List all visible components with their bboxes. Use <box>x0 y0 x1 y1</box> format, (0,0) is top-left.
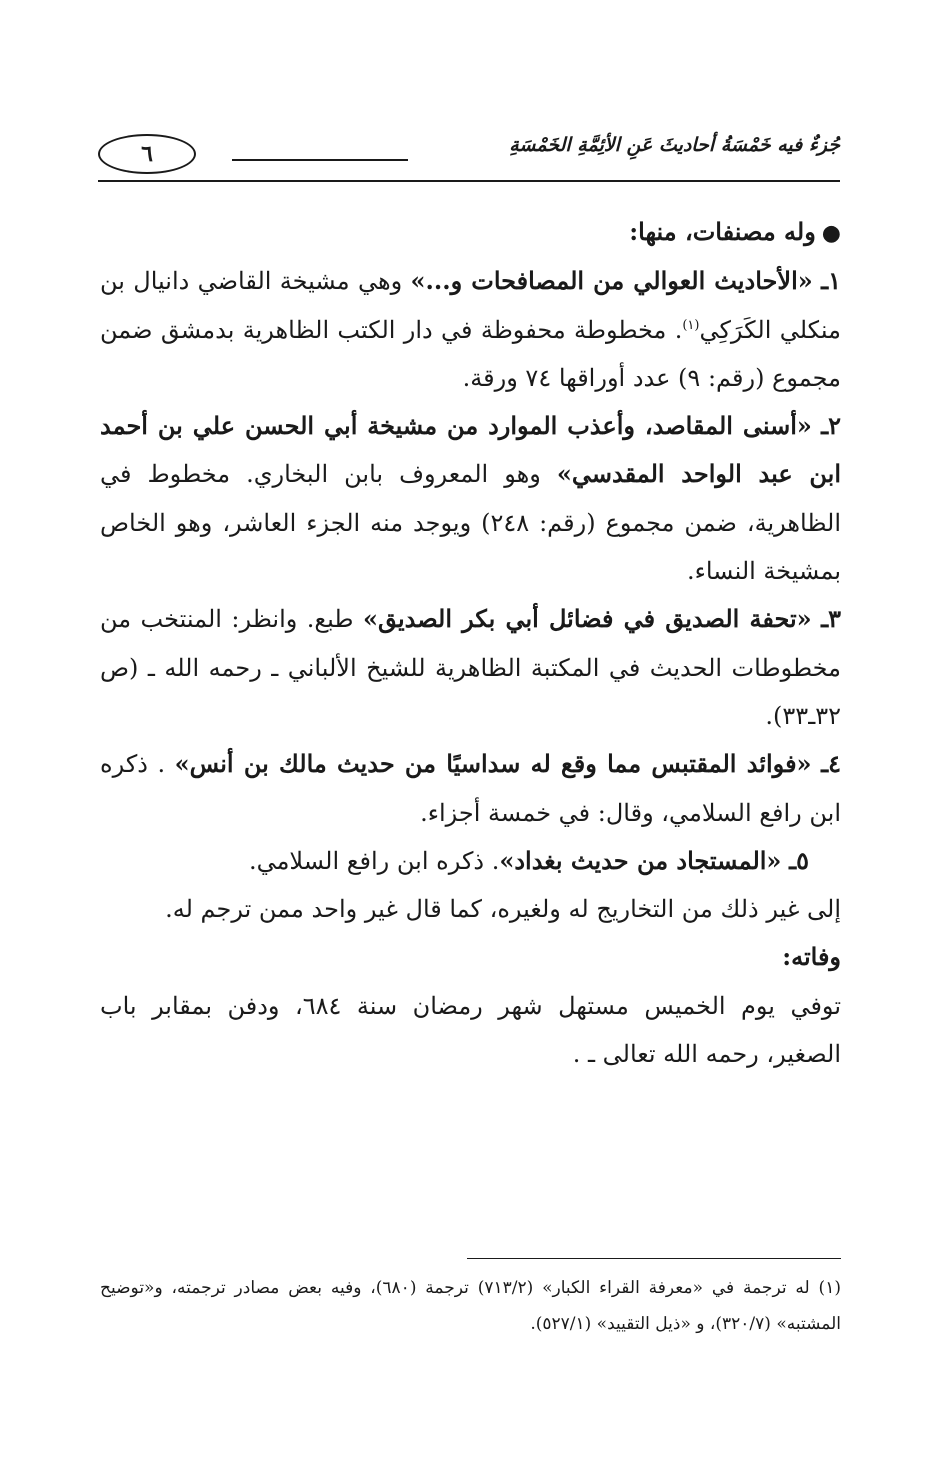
work-item-4 <box>100 740 841 837</box>
death-paragraph: توفي يوم الخميس مستهل شهر رمضان سنة ٦٨٤، ودفن بمقابر باب الصغير، رحمه الله تعالى ـ . <box>100 991 841 1069</box>
work-item-3 <box>100 595 841 740</box>
work-number: ٣ـ <box>821 604 842 634</box>
main-text <box>100 208 841 1078</box>
works-intro-text: وله مصنفات، منها: <box>629 217 816 246</box>
death-heading: وفاته: <box>782 942 841 972</box>
page-number: ٦ <box>98 134 196 174</box>
closing-paragraph: إلى غير ذلك من التخاريج له ولغيره، كما قال غير واحد ممن ترجم له. <box>165 895 841 924</box>
work-number: ٤ـ <box>821 749 841 779</box>
work-description-cont: . مخطوطة محفوظة في دار الكتب الظاهرية بدمشق ضمن مجموع (رقم: ٩) عدد أوراقها ٧٤ ورقة. <box>100 315 841 392</box>
work-title: «فوائد المقتبس مما وقع له سداسيًا من حديث مالك بن أنس» <box>174 749 812 779</box>
footnote-marker[interactable]: (١) <box>682 317 700 333</box>
header-dash <box>232 159 408 161</box>
work-title: «تحفة الصديق في فضائل أبي بكر الصديق» <box>362 604 812 634</box>
work-description: وهي مشيخة القاضي دانيال بن منكلي الكَرَكِي <box>100 267 842 344</box>
work-item-2 <box>100 402 841 595</box>
work-description: . ذكره ابن رافع السلامي. <box>248 846 500 875</box>
page-header <box>98 128 840 184</box>
work-title: «أسنى المقاصد، وأعذب الموارد من مشيخة أبي الحسن علي بن أحمد ابن عبد الواحد المقدسي» <box>100 411 841 489</box>
work-number: ٥ـ <box>789 845 809 875</box>
footnote-rule <box>467 1258 841 1259</box>
work-number: ٢ـ <box>821 411 841 441</box>
work-item-5 <box>100 837 841 885</box>
work-item-1 <box>100 257 841 402</box>
header-rule <box>98 180 840 182</box>
work-number: ١ـ <box>821 266 841 296</box>
bullet-icon: ● <box>821 220 841 246</box>
work-description: . ذكره ابن رافع السلامي، وقال: في خمسة أجزاء. <box>100 750 841 827</box>
footnote: (١) له ترجمة في «معرفة القراء الكبار» (٧١٣/٢) ترجمة (٦٨٠)، وفيه بعض مصادر ترجمته، و«توضيح المشتبه» (٣٢٠/٧)، و «ذيل التقييد» (٥٢٧/١). <box>100 1278 841 1334</box>
work-description: وهو المعروف بابن البخاري. مخطوط في الظاهرية، ضمن مجموع (رقم: ٢٤٨) ويوجد منه الجزء العاشر، وهو الخاص بمشيخة النساء. <box>100 460 842 586</box>
work-title: «الأحاديث العوالي من المصافحات و...» <box>410 266 813 296</box>
work-description: طبع. وانظر: المنتخب من مخطوطات الحديث في المكتبة الظاهرية للشيخ الألباني ـ رحمه الله ـ (ص ٣٢ـ٣٣). <box>100 605 841 730</box>
running-title: جُزءٌ فيه خَمْسَةُ أحاديثَ عَنِ الأئِمَّةِ الخَمْسَةِ <box>509 134 840 156</box>
works-intro <box>100 208 841 257</box>
work-title: «المستجاد من حديث بغداد» <box>499 845 782 875</box>
